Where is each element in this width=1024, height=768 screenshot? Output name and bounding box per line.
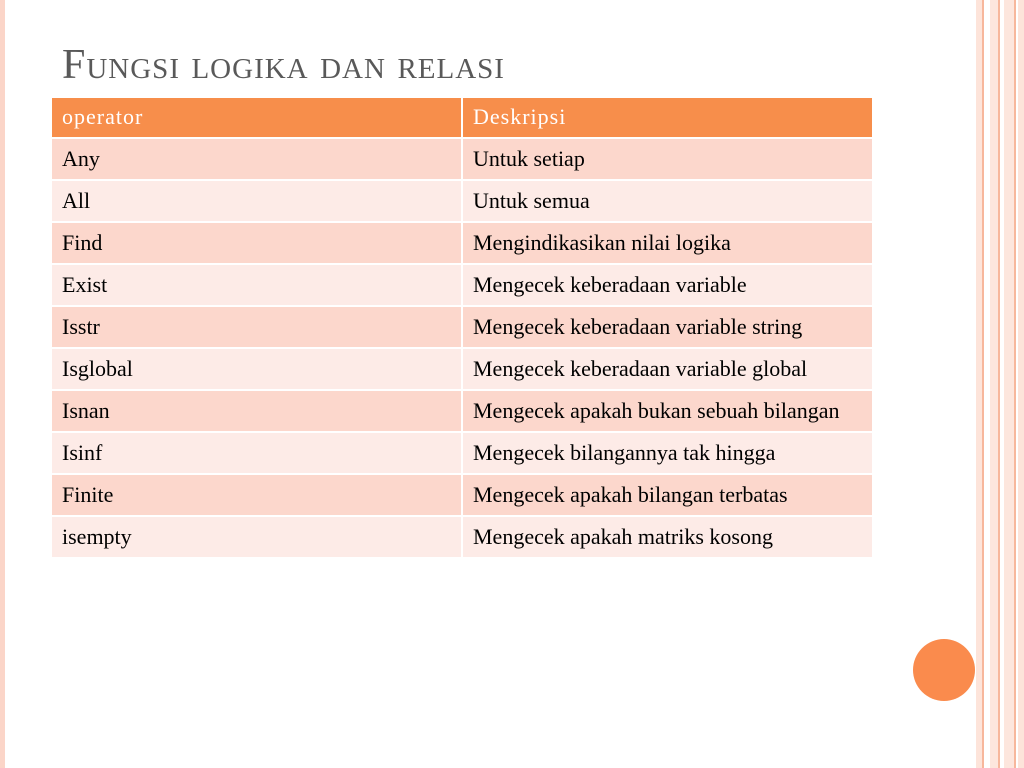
decor-stripe: [990, 0, 998, 768]
operator-cell: Finite: [51, 474, 462, 516]
table-row: [51, 264, 873, 306]
operator-cell: Find: [51, 222, 462, 264]
decor-stripe: [1018, 0, 1024, 768]
table-row: [51, 138, 873, 180]
header-operator: operator: [51, 97, 462, 138]
description-cell: Mengecek keberadaan variable global: [462, 348, 873, 390]
operator-cell: Isnan: [51, 390, 462, 432]
description-cell: Mengindikasikan nilai logika: [462, 222, 873, 264]
left-border-line: [0, 0, 5, 768]
table-row: [51, 180, 873, 222]
description-cell: Mengecek apakah matriks kosong: [462, 516, 873, 558]
table-row: [51, 348, 873, 390]
operator-cell: isempty: [51, 516, 462, 558]
slide-title: Fungsi logika dan relasi: [62, 42, 505, 88]
operator-cell: Any: [51, 138, 462, 180]
operator-cell: Exist: [51, 264, 462, 306]
description-cell: Mengecek apakah bilangan terbatas: [462, 474, 873, 516]
decor-stripe: [998, 0, 1000, 768]
operator-cell: All: [51, 180, 462, 222]
decor-stripe: [1004, 0, 1014, 768]
operator-cell: Isglobal: [51, 348, 462, 390]
description-cell: Mengecek keberadaan variable string: [462, 306, 873, 348]
description-cell: Mengecek apakah bukan sebuah bilangan: [462, 390, 873, 432]
description-cell: Untuk setiap: [462, 138, 873, 180]
description-cell: Untuk semua: [462, 180, 873, 222]
operator-table: [50, 96, 874, 559]
decor-stripe: [982, 0, 984, 768]
table-row: [51, 474, 873, 516]
operator-cell: Isstr: [51, 306, 462, 348]
table-row: [51, 432, 873, 474]
description-cell: Mengecek keberadaan variable: [462, 264, 873, 306]
table-row: [51, 390, 873, 432]
table-header-row: [51, 97, 873, 138]
table-row: [51, 222, 873, 264]
table-row: [51, 306, 873, 348]
decor-stripe: [1014, 0, 1016, 768]
decor-circle: [913, 639, 975, 701]
table-row: [51, 516, 873, 558]
description-cell: Mengecek bilangannya tak hingga: [462, 432, 873, 474]
header-deskripsi: Deskripsi: [462, 97, 873, 138]
operator-cell: Isinf: [51, 432, 462, 474]
